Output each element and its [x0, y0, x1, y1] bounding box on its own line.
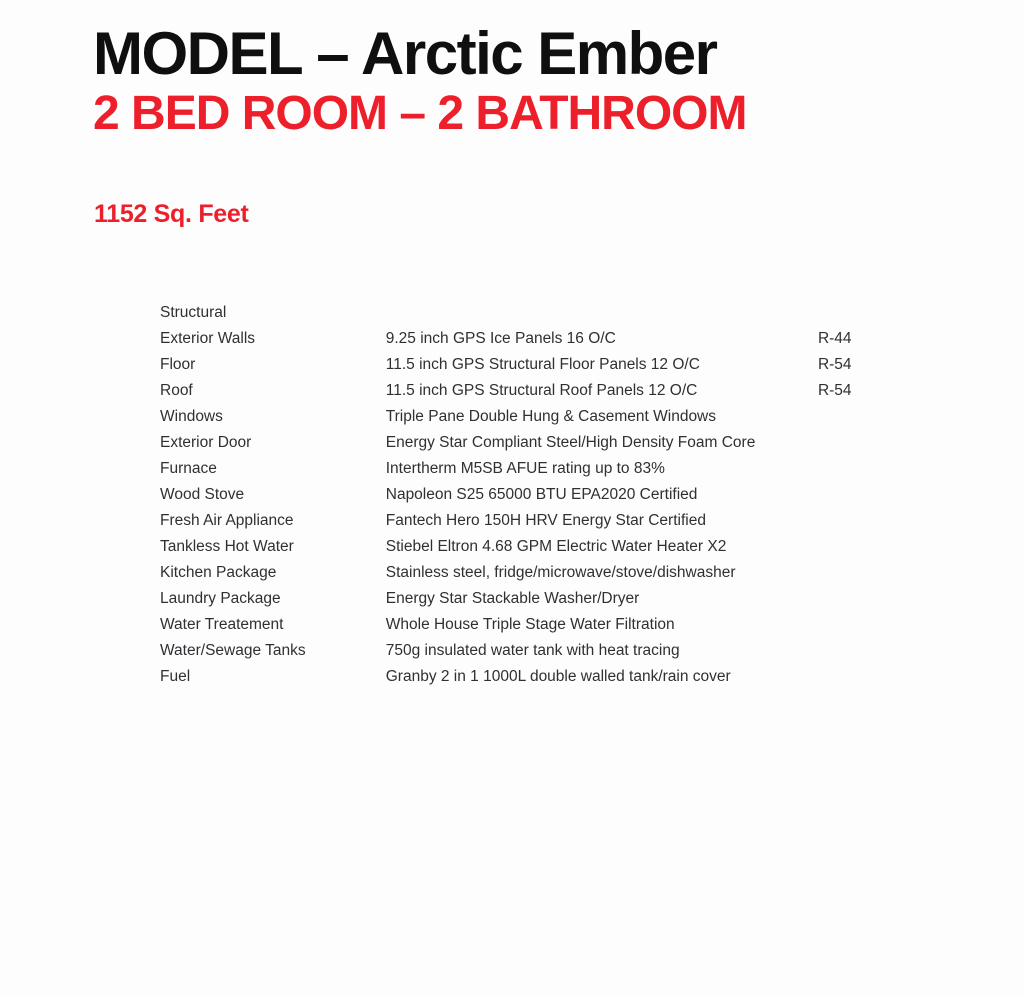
table-row [160, 612, 940, 638]
spec-label: Water Treatement [160, 616, 284, 633]
spec-value: Energy Star Compliant Steel/High Density Foam Core [385, 434, 756, 451]
spec-value: 11.5 inch GPS Structural Floor Panels 12 O/C [385, 356, 700, 373]
spec-label: Fresh Air Appliance [160, 512, 294, 529]
spec-value: Stainless steel, fridge/microwave/stove/dishwasher [385, 564, 736, 581]
spec-value: Fantech Hero 150H HRV Energy Star Certified [385, 512, 706, 529]
spec-label: Furnace [160, 460, 217, 477]
spec-label: Exterior Door [160, 434, 252, 451]
spec-rating [818, 508, 940, 534]
spec-value: 11.5 inch GPS Structural Roof Panels 12 O/C [385, 382, 698, 399]
spec-value [386, 300, 818, 326]
spec-rating [818, 456, 940, 482]
spec-value: 750g insulated water tank with heat tracing [385, 642, 680, 659]
specifications-table [160, 300, 940, 690]
table-row [160, 586, 940, 612]
spec-label: Structural [160, 304, 227, 321]
spec-rating [818, 430, 940, 456]
spec-label: Windows [160, 408, 223, 425]
spec-rating [818, 586, 940, 612]
table-row [160, 378, 940, 404]
page-subtitle: 2 BED ROOM – 2 BATHROOM [93, 87, 747, 140]
spec-label: Tankless Hot Water [160, 538, 294, 555]
spec-value: Granby 2 in 1 1000L double walled tank/rain cover [385, 668, 731, 685]
page-title-block [93, 22, 973, 139]
spec-label: Water/Sewage Tanks [160, 642, 306, 659]
table-row [160, 456, 940, 482]
specifications-table-body [160, 300, 940, 690]
spec-label: Roof [160, 382, 193, 399]
spec-rating [818, 638, 940, 664]
spec-rating: R-54 [817, 382, 852, 399]
spec-value: Napoleon S25 65000 BTU EPA2020 Certified [385, 486, 698, 503]
table-row [160, 430, 940, 456]
spec-value: Energy Star Stackable Washer/Dryer [385, 590, 640, 607]
spec-value: Stiebel Eltron 4.68 GPM Electric Water Heater X2 [385, 538, 727, 555]
table-row [160, 404, 940, 430]
spec-rating [818, 300, 940, 326]
spec-rating [818, 664, 940, 690]
table-row [160, 300, 940, 326]
spec-value: 9.25 inch GPS Ice Panels 16 O/C [385, 330, 616, 347]
spec-rating [818, 404, 940, 430]
spec-rating [818, 560, 940, 586]
spec-rating: R-44 [817, 330, 852, 347]
spec-rating [818, 612, 940, 638]
spec-label: Floor [160, 356, 196, 373]
spec-value: Triple Pane Double Hung & Casement Windows [385, 408, 717, 425]
page-title: MODEL – Arctic Ember [93, 20, 717, 87]
table-row [160, 352, 940, 378]
spec-value: Whole House Triple Stage Water Filtration [385, 616, 675, 633]
spec-label: Fuel [160, 668, 191, 685]
spec-label: Exterior Walls [160, 330, 256, 347]
table-row [160, 664, 940, 690]
square-footage-label: 1152 Sq. Feet [94, 200, 249, 228]
spec-label: Kitchen Package [160, 564, 277, 581]
table-row [160, 534, 940, 560]
spec-rating [818, 482, 940, 508]
spec-rating [818, 534, 940, 560]
spec-value: Intertherm M5SB AFUE rating up to 83% [385, 460, 665, 477]
spec-rating: R-54 [817, 356, 852, 373]
spec-label: Laundry Package [160, 590, 281, 607]
table-row [160, 638, 940, 664]
table-row [160, 482, 940, 508]
table-row [160, 560, 940, 586]
table-row [160, 508, 940, 534]
spec-label: Wood Stove [160, 486, 245, 503]
table-row [160, 326, 940, 352]
